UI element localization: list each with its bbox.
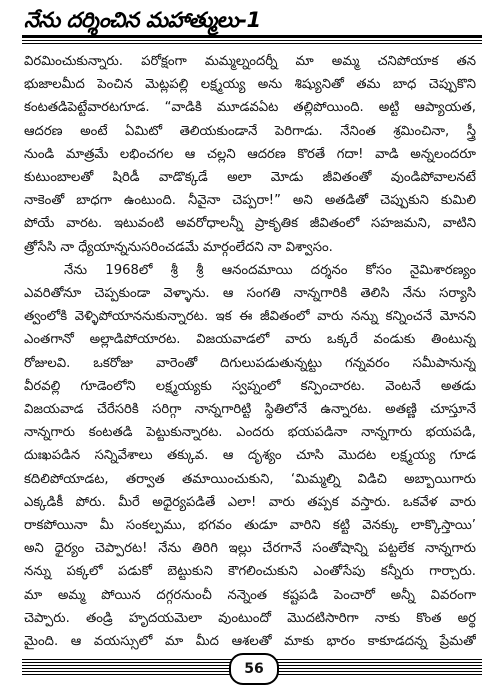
running-header-title: నేను దర్శించిన మహాత్ములు-1 — [24, 8, 261, 32]
page-number: 56 — [244, 661, 264, 677]
text-line: నాకెంతో బాధగా ఉంటుంది. నీవైనా చెప్పరా!” అని అతడితో చెప్పుకుని కుమిలి — [24, 193, 476, 209]
text-line: త్రోసేసి నా ధ్యేయాన్ననుసరించడమే మార్గంలేదని నా విశ్వాసం. — [24, 239, 333, 255]
page-number-badge — [229, 653, 279, 685]
header-rule-thin — [22, 40, 482, 41]
text-line: మైంది. ఆ వయస్సులో మా మీద ఆశలతో మాకు భారం కాకూడదన్న ప్రేమతో — [24, 634, 476, 649]
text-line: ఎవరితోనూ చెప్పకుండా వెళ్ళాను. ఆ సంగతి నాన్నగారికి తెలిసి నేను సర్యాసి — [24, 286, 476, 301]
text-line: ఎంతగానో అల్లాడిపోయారట. విజయవాడలో వారు ఒక్కరే వండుకు తింటున్న — [24, 332, 476, 348]
text-line: పోయే వారట. ఇటువంటి అవరోధాలన్నీ ప్రాకృతిక జీవితంలో సహజమని, వాటిని — [24, 216, 476, 232]
text-line: వీరవల్లి గూడెంలోని లక్ష్మయ్యకు స్వప్నంలో కన్పించారట. వెంటనే అతడు — [24, 378, 476, 394]
text-line: విజయవాడ చేరేసరికి సరిగ్గా నాన్నగారిట్టి స్థితిలోనే ఉన్నారట. అతణ్ణి చూస్తూనే — [24, 402, 476, 417]
page-header — [22, 6, 482, 46]
text-line: ఎక్కడికీ పోరు. మీరే అధైర్యపడితే ఎలా! వారు తప్పక వస్తారు. ఒకవేళ వారు — [24, 494, 476, 510]
header-rule-thin — [22, 43, 482, 44]
text-line: నుండి మాత్రమే లభించగల ఆ చల్లని ఆదరణ కొరతే గదా! వాడి అన్నలందరూ — [24, 146, 476, 162]
header-rule-thick — [22, 35, 482, 38]
text-line: కుటుంబాలతో షిరిడీ వాడొక్కడే అలా మోడు జీవితంతో వుండిపోవాలనటే — [24, 170, 476, 185]
text-line: రోజులవి. ఒకరోజు వారెంతో దిగులుపడుతున్నట్టు గన్నవరం సమీపానున్న — [24, 355, 476, 371]
text-line: కదిలిపోయాడట, తర్వాత తమాయించుకుని, ‘మిమ్మల్ని విడిచి అబ్బాయిగారు — [24, 471, 476, 487]
text-line: ఆదరణ అంటే ఏమిటో తెలియకుండానే పెరిగాడు. నేనింత శ్రమించినా, స్త్రీ — [24, 123, 476, 139]
text-line: నన్ను పక్కలో పడుకో బెట్టుకుని కౌగలించుకుని ఎంతోసేపు కన్నీరు గార్చారు. — [24, 564, 476, 580]
text-line: నేను 1968లో శ్రీ శ్రీ ఆనందమాయి దర్శనం కోసం నైమిశారణ్యం — [64, 262, 476, 278]
text-line: మా అమ్మ పోయిన దగ్గరనుంచీ నన్నెంత కష్టపడి పెంచారో అన్నీ వివరంగా — [24, 587, 476, 603]
text-line: రాకపోయినా మీ సంకల్పము, భగవం తుడూ వారిని కట్టి వెనక్కు లాక్కొస్తాయి’ — [24, 518, 476, 533]
text-line: చెప్పారు. తండ్రి హృదయమెలా వుంటుందో మొదటిసారిగా నాకు కొంత అర్థ — [24, 610, 476, 626]
text-line: విరమించుకున్నారు. పరోక్షంగా మమ్మల్నందర్నీ మా అమ్మ చనిపోయాక తన — [24, 54, 476, 69]
text-line: దుఃఖపడిన సన్నివేశాలు తక్కువ. ఆ దృశ్యం చూసి మొదట లక్ష్మయ్య గూడ — [24, 448, 476, 464]
text-line: త్వంలోకి వెళ్ళిపోయాననుకున్నారట. ఇక ఈ జీవితంలో వారు నన్ను కన్నించనే మోనని — [24, 309, 476, 325]
page-footer — [22, 648, 482, 688]
text-line: కంటతడిపెట్టేవారటగూడ. “వాడికి మూడవఏట తల్లిపోయింది. అట్టి ఆప్యాయత, — [24, 100, 476, 116]
text-line: భుజాలమీద పెంచిన మెట్లపల్లి లక్ష్మయ్య అను శిష్యునితో తమ బాధ చెప్పుకొని — [24, 77, 476, 93]
text-line: నాన్నగారు కంటతడి పెట్టుకున్నారట. ఎందరు భయపడినా నాన్నగారు భయపడి, — [24, 425, 476, 441]
text-line: అని ధైర్యం చెప్పారట! నేను తిరిగి ఇల్లు చేరగానే సంతోషాన్ని పట్టలేక నాన్నగారు — [24, 541, 476, 557]
